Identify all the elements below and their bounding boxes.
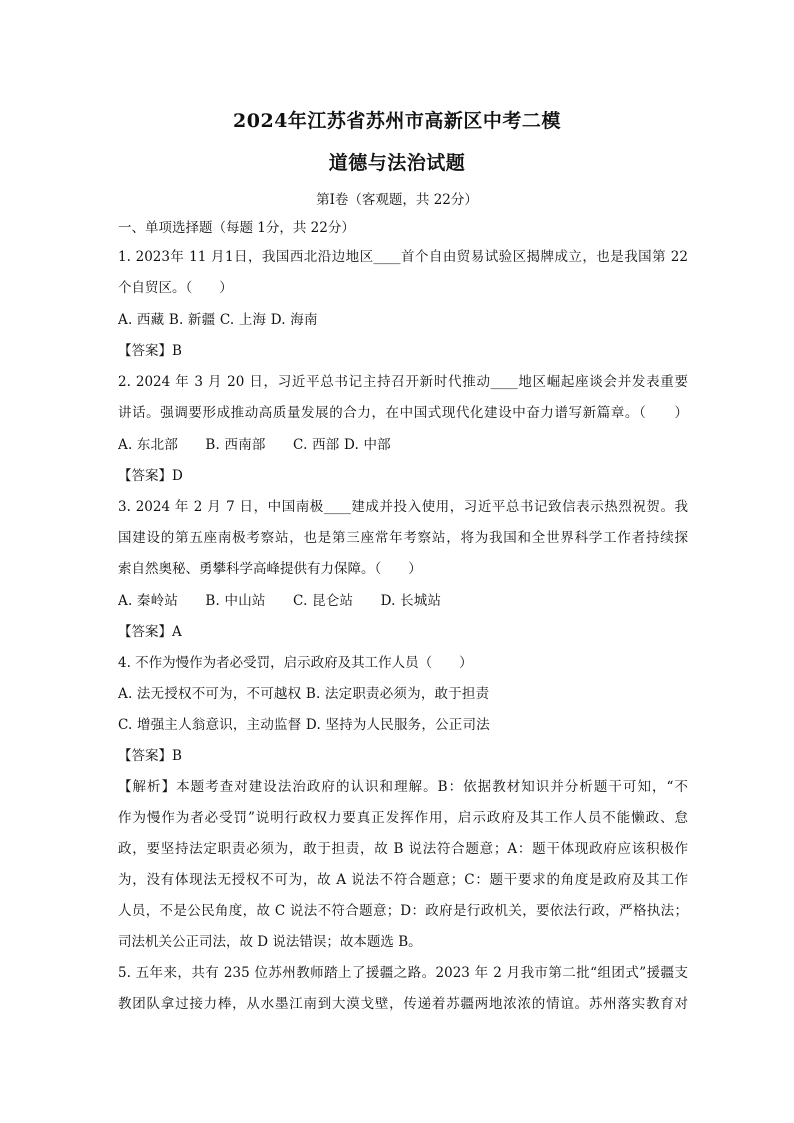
- question-4-options-ab: A. 法无授权不可为，不可越权 B. 法定职责必须为，敢于担责: [118, 686, 490, 702]
- question-4-text: 4. 不作为慢作为者必受罚，启示政府及其工作人员（ ）: [118, 655, 473, 671]
- question-3-text-cont: 国建设的第五座南极考察站，也是第三座常年考察站，将为我国和全世界科学工作者持续探: [118, 530, 688, 546]
- question-2-text-cont: 讲话。强调要形成推动高质量发展的合力，在中国式现代化建设中奋力谱写新篇章。（ ）: [118, 405, 688, 421]
- question-4-analysis: 【解析】本题考查对建设法治政府的认识和理解。B：依据教材知识并分析题干可知，“不: [118, 779, 688, 795]
- question-3-text: 3. 2024 年 2 月 7 日，中国南极____建成并投入使用，习近平总书记致信表示热烈祝贺。我: [118, 499, 688, 515]
- question-4-analysis-4: 为，没有体现法无授权不可为，故 A 说法不符合题意；C：题干要求的角度是政府及其工作: [118, 872, 688, 888]
- question-1-text-cont: 个自贸区。（ ）: [118, 280, 233, 296]
- document-subject-title: 道德与法治试题: [328, 152, 466, 174]
- question-1-text: 1. 2023年 11 月1日，我国西北沿边地区____首个自由贸易试验区揭牌成立，也是我国第 22: [118, 249, 688, 265]
- volume-subtitle: 第Ⅰ卷（客观题，共 22分）: [316, 192, 478, 208]
- question-2-text: 2. 2024 年 3 月 20 日，习近平总书记主持召开新时代推动____地区崛起座谈会并发表重要: [118, 374, 688, 390]
- question-1-answer: 【答案】B: [118, 343, 182, 359]
- question-4-analysis-5: 人员，不是公民角度，故 C 说法不符合题意；D：政府是行政机关，要依法行政，严格执法；: [118, 903, 688, 919]
- question-5-text: 5. 五年来，共有 235 位苏州教师踏上了援疆之路。2023 年 2 月我市第二批“组团式”援疆支: [118, 965, 688, 981]
- question-2-answer: 【答案】D: [118, 468, 183, 484]
- question-2-options: A. 东北部 B. 西南部 C. 西部 D. 中部: [118, 437, 391, 453]
- question-4-options-cd: C. 增强主人翁意识，主动监督 D. 坚持为人民服务，公正司法: [118, 717, 490, 733]
- section-heading: 一、单项选择题（每题 1分，共 22分）: [118, 220, 355, 236]
- question-3-answer: 【答案】A: [118, 624, 182, 640]
- question-1-options: A. 西藏 B. 新疆 C. 上海 D. 海南: [118, 312, 318, 328]
- question-4-analysis-2: 作为慢作为者必受罚”说明行政权力要真正发挥作用，启示政府及其工作人员不能懒政、怠: [118, 810, 688, 826]
- document-title: 2024年江苏省苏州市高新区中考二模: [233, 110, 561, 132]
- question-4-answer: 【答案】B: [118, 748, 182, 764]
- question-4-analysis-6: 司法机关公正司法，故 D 说法错误；故本题选 B。: [118, 934, 422, 950]
- question-3-options: A. 秦岭站 B. 中山站 C. 昆仑站 D. 长城站: [118, 593, 442, 609]
- question-4-analysis-3: 政，要坚持法定职责必须为，敢于担责，故 B 说法符合题意；A：题干体现政府应该积极作: [118, 841, 688, 857]
- question-5-text-cont: 教团队拿过接力棒，从水墨江南到大漠戈壁，传递着苏疆两地浓浓的情谊。苏州落实教育对: [118, 996, 688, 1012]
- question-3-text-end: 索自然奥秘、勇攀科学高峰提供有力保障。（ ）: [118, 561, 422, 577]
